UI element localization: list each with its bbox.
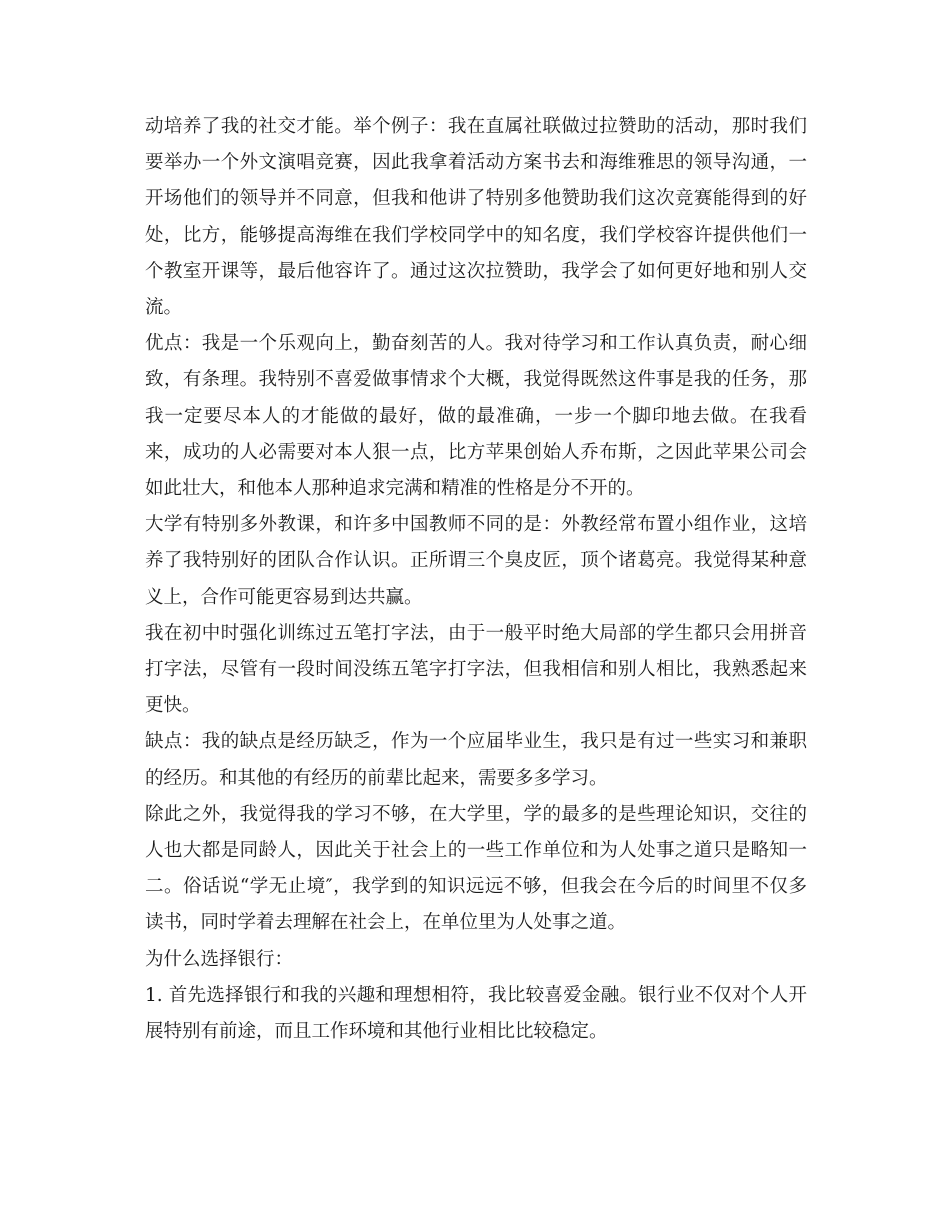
paragraph-weaknesses: 缺点：我的缺点是经历缺乏，作为一个应届毕业生，我只是有过一些实习和兼职的经历。和其他的有经历的前辈比起来，需要多多学习。 xyxy=(145,731,807,789)
paragraph-reason-1: 1. 首先选择银行和我的兴趣和理想相符，我比较喜爱金融。银行业不仅对个人开展特别有前途，而且工作环境和其他行业相比比较稳定。 xyxy=(145,984,807,1043)
paragraph-typing-skill: 我在初中时强化训练过五笔打字法，由于一般平时绝大局部的学生都只会用拼音打字法，尽管有一段时间没练五笔字打字法，但我相信和别人相比，我熟悉起来更快。 xyxy=(145,622,807,717)
paragraph-learning: 除此之外，我觉得我的学习不够，在大学里，学的最多的是些理论知识，交往的人也大都是同龄人，因此关于社会上的一些工作单位和为人处事之道只是略知一二。俗话说“学无止境″，我学到的知识远远不够，但我会在今后的时间里不仅多读书，同时学着去理解在社会上，在单位里为人处事之道。 xyxy=(145,803,807,934)
paragraph-strengths: 优点：我是一个乐观向上，勤奋刻苦的人。我对待学习和工作认真负责，耐心细致，有条理。我特别不喜爱做事情求个大概，我觉得既然这件事是我的任务，那我一定要尽本人的才能做的最好，做的最准确，一步一个脚印地去做。在我看来，成功的人必需要对本人狠一点，比方苹果创始人乔布斯，之因此苹果公司会如此壮大，和他本人那种追求完满和精准的性格是分不开的。 xyxy=(145,333,807,500)
paragraph-social-skills: 动培养了我的社交才能。举个例子：我在直属社联做过拉赞助的活动，那时我们要举办一个外文演唱竞赛，因此我拿着活动方案书去和海维雅思的领导沟通，一开场他们的领导并不同意，但我和他讲了特别多他赞助我们这次竞赛能得到的好处，比方，能够提高海维在我们学校同学中的知名度，我们学校容许提供他们一个教室开课等，最后他容许了。通过这次拉赞助，我学会了如何更好地和别人交流。 xyxy=(145,116,807,319)
paragraph-teamwork: 大学有特别多外教课，和许多中国教师不同的是：外教经常布置小组作业，这培养了我特别好的团队合作认识。正所谓三个臭皮匠，顶个诸葛亮。我觉得某种意义上，合作可能更容易到达共赢。 xyxy=(145,514,807,608)
document-body xyxy=(145,109,807,1050)
paragraph-why-bank-heading: 为什么选择银行： xyxy=(145,948,294,970)
